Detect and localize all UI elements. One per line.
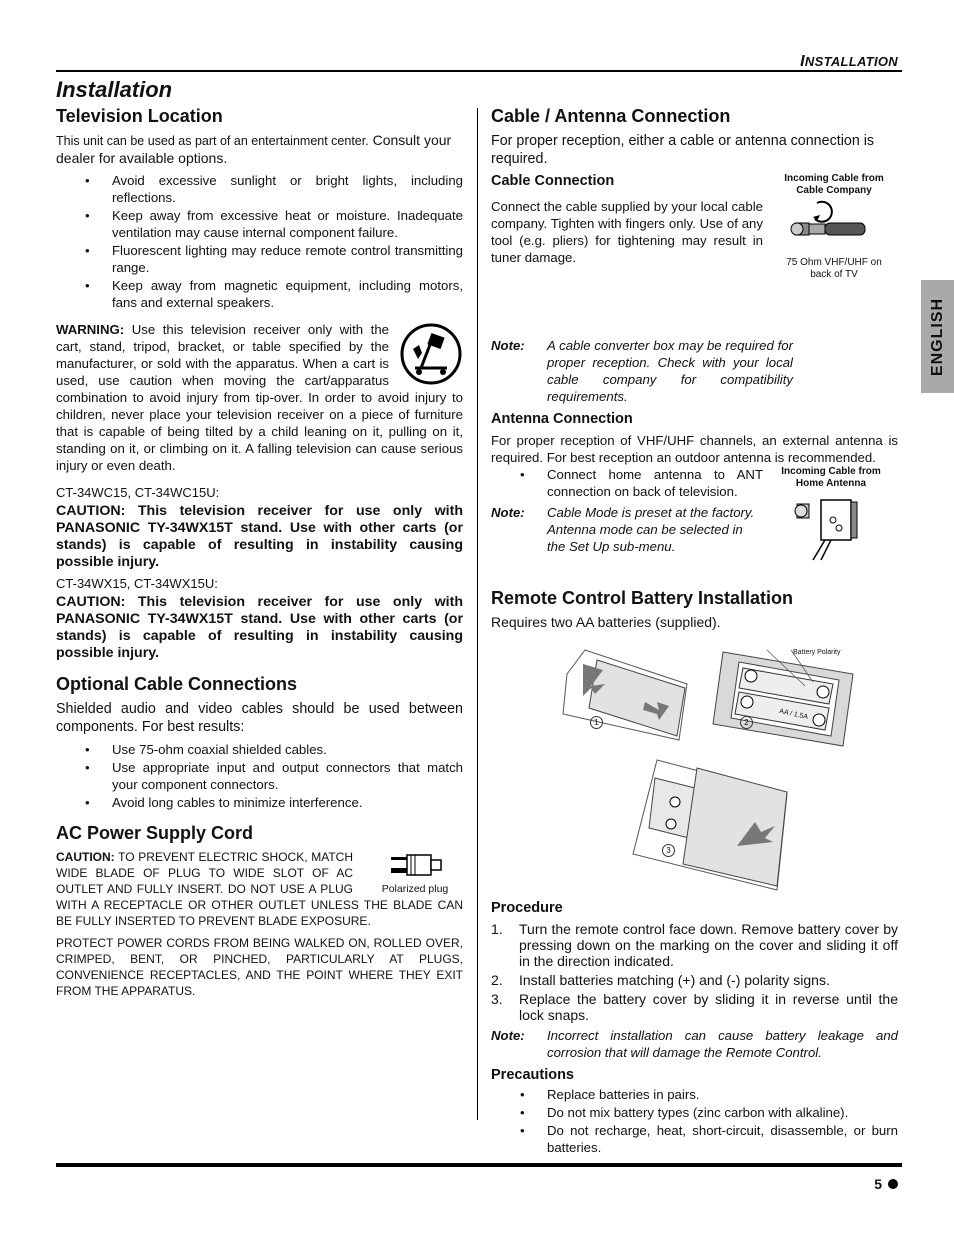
list-item: 3. Replace the battery cover by sliding it in reverse until the lock snaps. [491, 991, 898, 1023]
optional-cable-intro: Shielded audio and video cables should be used between components. For best results: [56, 701, 463, 735]
cable-connection-block [491, 173, 898, 404]
list-item: • Do not mix battery types (zinc carbon with alkaline). [491, 1104, 898, 1121]
list-item: • Keep away from magnetic equipment, including motors, fans and external speakers. [56, 277, 463, 311]
plug-figure: Polarized plug [367, 851, 463, 895]
list-item: • Do not recharge, heat, short-circuit, disassemble, or burn batteries. [491, 1122, 898, 1156]
antenna-figure: Incoming Cable from Home Antenna [775, 466, 887, 566]
optional-cable-list [56, 741, 463, 811]
remote-remove-cover-illustration [557, 644, 697, 744]
list-item: 1. Turn the remote control face down. Remove battery cover by pressing down on the marking on the cover and sliding it off in the direction indicated. [491, 921, 898, 969]
battery-polarity-label: Battery Polarity [793, 649, 841, 656]
left-column [56, 104, 463, 1004]
running-header: INSTALLATION [800, 53, 898, 70]
antenna-text: For proper reception of VHF/UHF channels, an external antenna is required. For best reception an outdoor antenna is recommended. [491, 433, 898, 465]
list-item: • Use 75-ohm coaxial shielded cables. [56, 741, 463, 758]
antenna-block [491, 466, 898, 576]
procedure-heading: Procedure [491, 900, 563, 916]
ac-caution-block: Polarized plug CAUTION: TO PREVENT ELECTRIC SHOCK, MATCH WIDE BLADE OF PLUG TO WIDE SLOT OF AC OUTLET AND FULLY INSERT. DO NOT USE A PLUG WITH A RECEPTACLE OR OTHER OUTLET UNLESS THE BLADE CAN BE FULLY INSERTED TO PREVENT BLADE EXPOSURE. [56, 850, 463, 928]
cable-connection-text: Connect the cable supplied by your local cable company. Tighten with fingers only. Use of any tool (e.g. pliers) for tightening may result in tuner damage. [491, 199, 763, 265]
model-line-1: CT-34WC15, CT-34WC15U: [56, 485, 220, 500]
cable-figure: Incoming Cable from Cable Company 75 Ohm VHF/UHF on back of TV [775, 173, 893, 281]
remote-heading: Remote Control Battery Installation [491, 588, 794, 608]
cable-antenna-heading: Cable / Antenna Connection [491, 106, 731, 126]
list-item: 2. Install batteries matching (+) and (-) polarity signs. [491, 972, 830, 988]
page-number: 5 [874, 1176, 882, 1192]
cable-antenna-intro: For proper reception, either a cable or antenna connection is required. [491, 133, 875, 167]
list-item: • Avoid long cables to minimize interference. [56, 794, 463, 811]
list-item: • Fluorescent lighting may reduce remote control transmitting range. [56, 242, 463, 276]
footer-rule [56, 1163, 902, 1167]
remote-replace-cover-illustration [627, 754, 797, 894]
language-tab: ENGLISH [921, 280, 954, 393]
page-title: Installation [56, 77, 173, 102]
caution-1: CAUTION: This television receiver for use only with PANASONIC TY-34WX15T stand. Use with other carts (or stands) is capable of resulting in instability causing possible injury. [56, 503, 463, 570]
battery-label: AA / 1.5A [778, 708, 809, 721]
header-rule [56, 70, 902, 72]
protect-cord-text: PROTECT POWER CORDS FROM BEING WALKED ON, ROLLED OVER, CRIMPED, BENT, OR PINCHED, PARTICULARLY AT PLUGS, CONVENIENCE RECEPTACLES, AND THE POINT WHERE THEY EXIT FROM THE APPARATUS. [56, 936, 463, 998]
step-2-marker: 2 [740, 716, 753, 729]
cable-connection-heading: Cable Connection [491, 173, 615, 189]
step-3-marker: 3 [662, 844, 675, 857]
tv-location-intro: This unit can be used as part of an entertainment center. Consult your dealer for available options. [56, 132, 452, 166]
list-item: • Connect home antenna to ANT connection on back of television. [491, 466, 763, 500]
precautions-heading: Precautions [491, 1067, 574, 1083]
coax-cable-icon [775, 197, 893, 253]
polarized-plug-icon [385, 851, 445, 879]
list-item: • Avoid excessive sunlight or bright lights, including reflections. [56, 172, 463, 206]
warning-block: WARNING: Use this television receiver only with the cart, stand, tripod, bracket, or table specified by the manufacturer, or sold with the apparatus. When a cart is used, use caution when moving the cart/apparatus combination to avoid injury from tip-over. In order to avoid injury to children, never place your television receiver on a piece of furniture that is capable of being tilted by a child leaning on it, pulling on it, standing on it, or climbing on it. A falling television can cause serious injury or even death. [56, 322, 463, 473]
caution-2: CAUTION: This television receiver for use only with PANASONIC TY-34WX15T stand. Use with other carts (or stands) is capable of resulting in instability causing possible injury. [56, 594, 463, 661]
procedure-list [491, 921, 898, 1023]
ac-power-heading: AC Power Supply Cord [56, 823, 254, 843]
remote-note: Note: Incorrect installation can cause battery leakage and corrosion that will damage the Remote Control. [491, 1028, 898, 1060]
cable-note: Note: A cable converter box may be required for proper reception. Check with your local cable company for compatibility requirements. [491, 338, 793, 404]
battery-figures [491, 636, 898, 900]
antenna-connection-heading: Antenna Connection [491, 411, 633, 427]
antenna-adapter-icon [775, 490, 887, 562]
cart-tip-over-icon [399, 323, 463, 385]
model-line-2: CT-34WX15, CT-34WX15U: [56, 576, 218, 591]
antenna-note: Note: Cable Mode is preset at the factory. Antenna mode can be selected in the Set Up sub-menu. [491, 505, 755, 554]
remote-intro: Requires two AA batteries (supplied). [491, 614, 721, 630]
page-bullet-icon [888, 1179, 898, 1189]
list-item: • Replace batteries in pairs. [491, 1086, 898, 1103]
right-column [491, 104, 898, 1162]
tv-location-list [56, 172, 463, 311]
optional-cable-heading: Optional Cable Connections [56, 674, 298, 694]
list-item: • Keep away from excessive heat or moisture. Inadequate ventilation may cause internal component failure. [56, 207, 463, 241]
step-1-marker: 1 [590, 716, 603, 729]
list-item: • Use appropriate input and output connectors that match your component connectors. [56, 759, 463, 793]
tv-location-heading: Television Location [56, 106, 223, 126]
column-divider [477, 108, 478, 1120]
precautions-list [491, 1086, 898, 1156]
